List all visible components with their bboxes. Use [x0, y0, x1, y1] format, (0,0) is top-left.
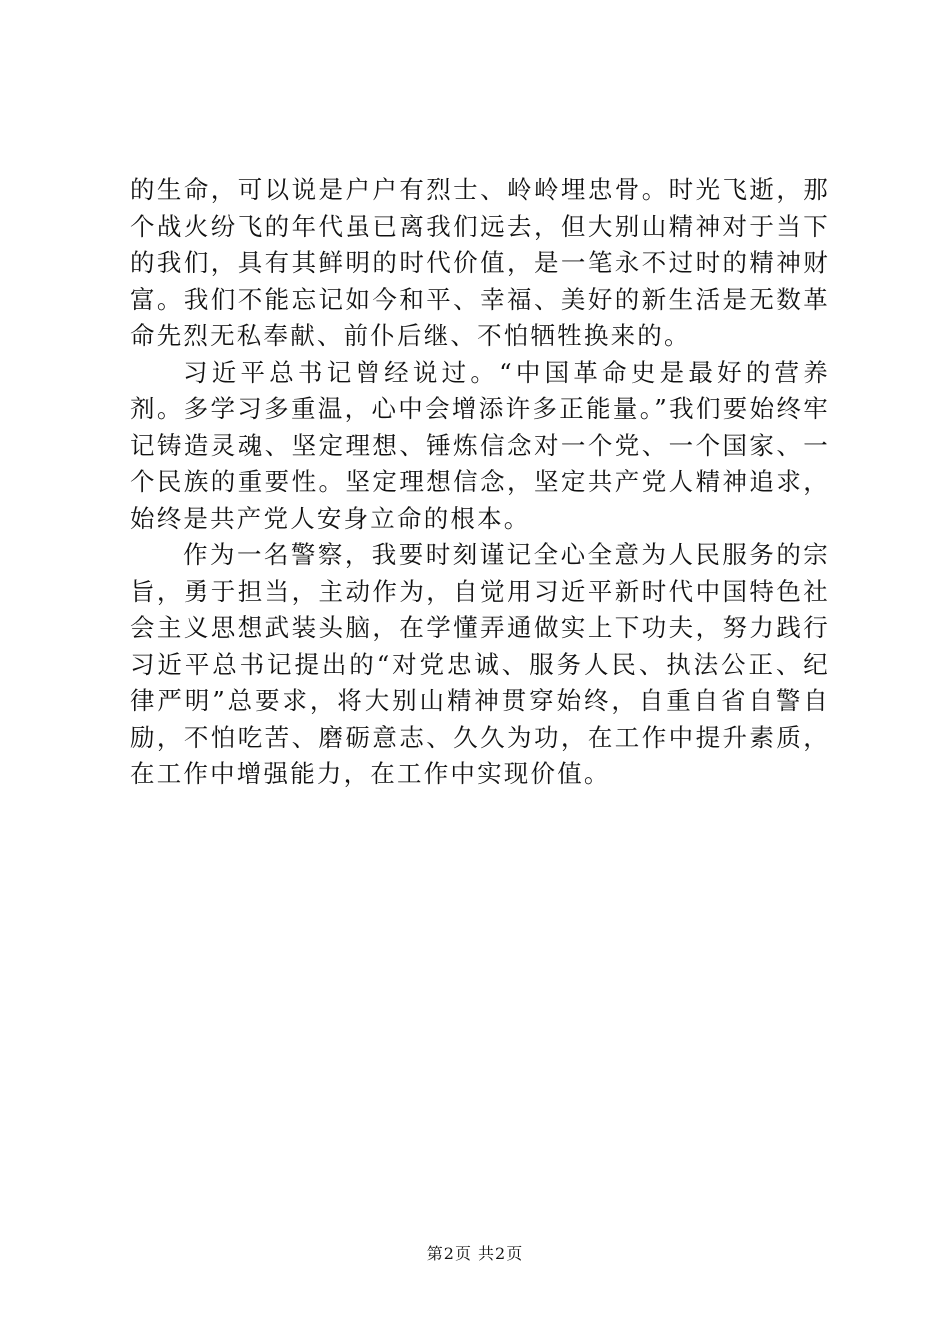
paragraph-continuation: 的生命，可以说是户户有烈士、岭岭埋忠骨。时光飞逝，那个战火纷飞的年代虽已离我们远去，但大别山精神对于当下的我们，具有其鲜明的时代价值，是一笔永不过时的精神财富。我们不能忘记如今和平、幸福、美好的新生活是无数革命先烈无私奉献、前仆后继、不怕牺牲换来的。	[130, 175, 830, 350]
body-text	[130, 172, 830, 793]
page-footer: 第2页 共2页	[426, 1244, 524, 1263]
paragraph-quote: 习近平总书记曾经说过。“中国革命史是最好的营养剂。多学习多重温，心中会增添许多正能量。”我们要始终牢记铸造灵魂、坚定理想、锤炼信念对一个党、一个国家、一个民族的重要性。坚定理想信念，坚定共产党人精神追求，始终是共产党人安身立命的根本。	[130, 357, 830, 533]
paragraph-police-duty: 作为一名警察，我要时刻谨记全心全意为人民服务的宗旨，勇于担当，主动作为，自觉用习近平新时代中国特色社会主义思想武装头脑，在学懂弄通做实上下功夫，努力践行习近平总书记提出的“对党忠诚、服务人民、执法公正、纪律严明”总要求，将大别山精神贯穿始终，自重自省自警自励，不怕吃苦、磨砺意志、久久为功，在工作中提升素质，在工作中增强能力，在工作中实现价值。	[130, 540, 830, 788]
